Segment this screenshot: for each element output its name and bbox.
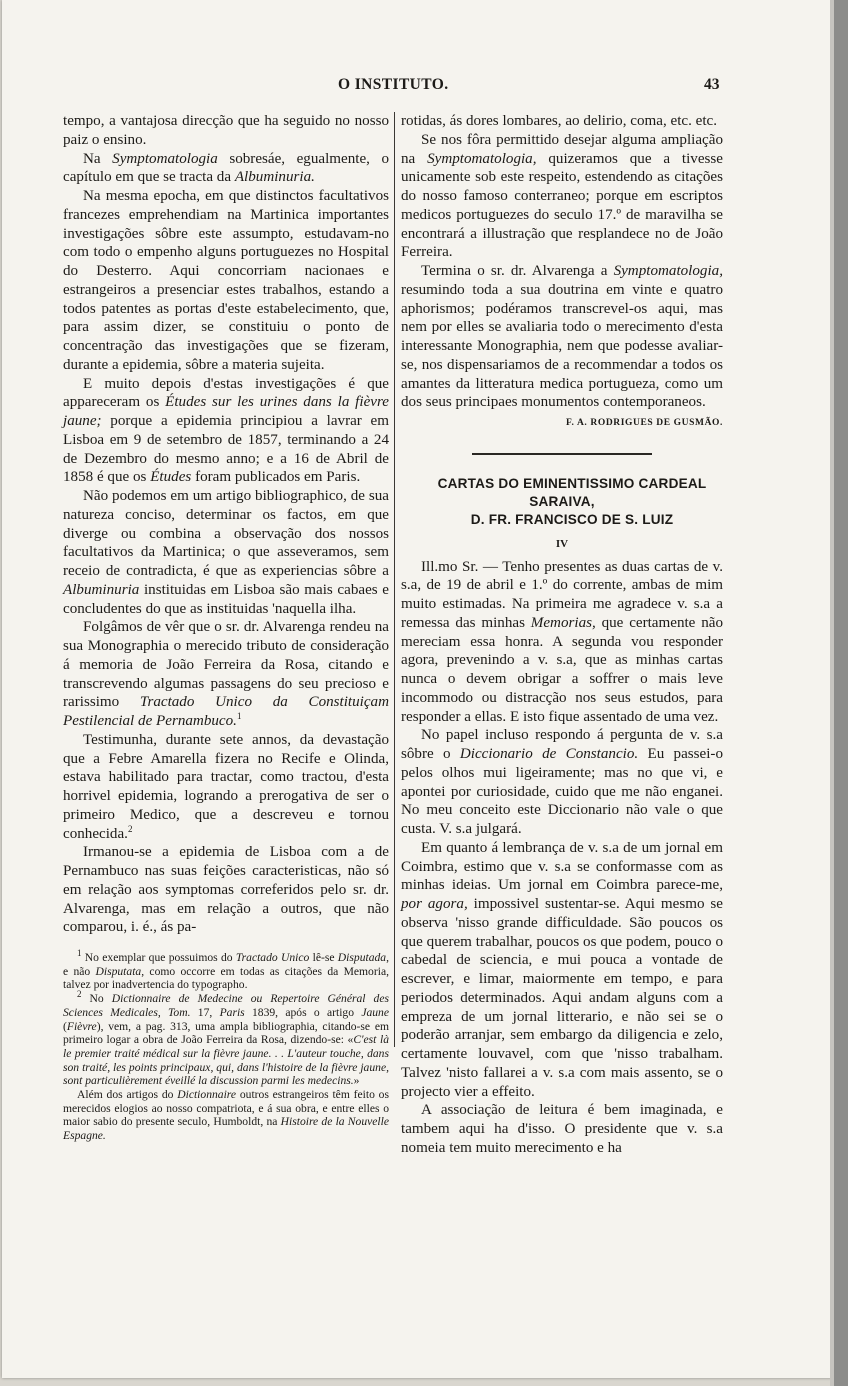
page-header <box>2 76 832 98</box>
paragraph: E muito depois d'estas investigações é que appareceram os Études sur les urines dans la fièvre jaune; porque a epidemia principiou a lavrar em Lisboa em 9 de setembro de 1857, terminando a 24 de Dezembro do mesmo anno; e a 16 de Abril de 1858 é que os Études foram publicados em Paris. <box>63 375 389 486</box>
left-column <box>63 112 389 1143</box>
section-subtitle: D. FR. FRANCISCO DE S. LUIZ <box>470 511 674 527</box>
paragraph: rotidas, ás dores lombares, ao delirio, coma, etc. etc. <box>401 113 718 129</box>
paragraph: Termina o sr. dr. Alvarenga a Symptomatologia, resumindo toda a sua doutrina em vinte e quatro aphorismos; podéramos transcrevel-os aqui, mas nem por elles se avaliaria todo o merecimento d'esta interessante Monographia, nem que podesse avaliar-se, nos dispensariamos de a recommendar a todos os amantes da litteratura medica portugueza, como um dos seus principaes monumentos contemporaneos. <box>401 263 723 411</box>
section-number: IV <box>555 537 569 550</box>
page <box>2 0 832 1378</box>
running-title: O INSTITUTO. <box>338 76 449 93</box>
paragraph: Testimunha, durante sete annos, da devastação que a Febre Amarella fizera no Recife e Olinda, estava habilitado para tractar, como tractou, d'esta horrivel epidemia, logrando a prerogativa de ser o primeiro Medico, que a descreveu e tornou conhecida.$^2$ <box>63 731 389 842</box>
paragraph: Ill.mo Sr. — Tenho presentes as duas cartas de v. s.a, de 19 de abril e 1.º do corrente, ambas de mim muito estimadas. Na primeira me agradece v. s.a a remessa das minhas Memorias, que certamente não mereciam essa honra. A segunda vou responder agora, prevenindo a v. s.a, que as minhas cartas nunca o devem obrigar a soffrer o mais leve incommodo ou distracção nos seus estudos, para responder a ellas. E isto fique assentado de uma vez. <box>401 558 723 725</box>
footnote: $^2$ No Dictionnaire de Medecine ou Repertoire Général des Sciences Medicales, Tom. 17, Paris 1839, após o artigo Jaune (Fièvre), vem, a pag. 313, uma ampla bibliographia, citando-se em primeiro logar a obra de João Ferreira da Rosa, dizendo-se: «C'est là le premier traité médical sur la fièvre jaune. . . L'auteur touche, dans son traité, les points principaux, qui, dans l'histoire de la fièvre jaune, sont particulièrement éveillé la discussion parmi les medecins.» <box>63 989 389 1088</box>
paragraph: A associação de leitura é bem imaginada, e tambem aqui ha d'isso. O presidente que v. s.a nomeia tem muito merecimento e ha <box>401 1102 723 1156</box>
paragraph: Folgâmos de vêr que o sr. dr. Alvarenga rendeu na sua Monographia o merecido tributo de consideração á memoria de João Ferreira da Rosa, citando e transcrevendo algumas passagens do seu precioso e rarissimo Tractado Unico da Constituiçam Pestilencial de Pernambuco.$^1$ <box>63 619 389 729</box>
page-number: 43 <box>704 76 720 93</box>
paragraph: Se nos fôra permittido desejar alguma ampliação na Symptomatologia, quizeramos que a tivesse unicamente sob este respeito, estendendo as citações do nosso famoso conterraneo; porque em escriptos medicos portuguezes do seculo 17.º de maravilha se encontrará a illustração que resplandece no de João Ferreira. <box>401 131 723 261</box>
paragraph: Não podemos em um artigo bibliographico, de sua natureza conciso, determinar os factos, em que diverge ou combina a observação dos nossos facultativos da Martinica; o que asseveramos, sem receio de contradicta, é que as experiencias sôbre a Albuminuria instituidas em Lisboa são mais cabaes e concludentes do que as instituidas 'naquella ilha. <box>63 488 389 617</box>
paragraph: Na Symptomatologia sobresáe, egualmente, o capítulo em que se tracta da Albuminuria. <box>63 150 390 186</box>
book-edge <box>834 0 848 1386</box>
footnote: Além dos artigos do Dictionnaire outros estrangeiros têm feito os merecidos elogios ao nosso compatriota, e á sua obra, e entre elles o maior sabio do presente seculo, Humboldt, na Histoire de la Nouvelle Espagne. <box>63 1088 390 1143</box>
paragraph: Irmanou-se a epidemia de Lisboa com a de Pernambuco nas suas feições caracteristicas, não só em relação aos symptomas correferidos pelo sr. dr. Alvarenga, mas em relação a outros, que não comparou, i. é., ás pa- <box>63 844 389 936</box>
paragraph: No papel incluso respondo á pergunta de v. s.a sôbre o Diccionario de Constancio. Eu passei-o pelos olhos mui ligeiramente; mas no que vi, e apontei por curiosidade, cuido que me não enganei. No meu conceito este Diccionario não vale o que custa. V. s.a julgará. <box>401 727 723 837</box>
section-divider <box>472 453 652 455</box>
section-title: CARTAS DO EMINENTISSIMO CARDEAL SARAIVA, <box>437 475 707 509</box>
paragraph: tempo, a vantajosa direcção que ha seguido no nosso paiz o ensino. <box>63 113 389 148</box>
paragraph: Em quanto á lembrança de v. s.a de um jornal em Coimbra, estimo que v. s.a se conformasse com as minhas ideias. Um jornal em Coimbra parece-me, por agora, impossivel sustentar-se. Aqui mesmo se observa 'nisso grande difficuldade. São poucos os que querem trabalhar, poucos os que podem, pouco o cabedal de sciencia, e mui pouca a vontade de escrever, e limar, maiormente em tempo, e para periodos determinados. Aqui andam alguns com a empreza de um jornal litterario, e não sei se o poderão arranjar, sem embargo da diligencia e zelo, certamente louvavel, com que 'nisso trabalham. Talvez 'nisto fallarei a v. s.a com mais assento, se o projecto vier a effeito. <box>401 839 724 1100</box>
paragraph: Na mesma epocha, em que distinctos facultativos francezes emprehendiam na Martinica importantes investigações sôbre este assumpto, estudavam-no com todo o empenho alguns portuguezes no Hospital do Desterro. Aqui concorriam nacionaes e estrangeiros a presenciar estes trabalhos, estando a todos patentes as portas d'este estabelecimento, que, para assim dizer, se constituiu o ponto de concentração das investigações que se fizeram, durante a epidemia, sôbre a materia sujeita. <box>63 188 389 373</box>
footnote-ref: 1 <box>236 710 242 721</box>
right-column <box>401 112 723 1158</box>
author-signature: F. A. RODRIGUES DE GUSMÃO. <box>566 418 723 428</box>
footnote: $^1$ No exemplar que possuimos do Tractado Unico lê-se Disputada, e não Disputata, como occorre em todas as citações da Memoria, talvez por inadvertencia do typographo. <box>63 948 390 992</box>
column-divider <box>394 112 395 1047</box>
footnote-ref: 2 <box>127 823 133 834</box>
footnotes <box>63 948 390 1143</box>
